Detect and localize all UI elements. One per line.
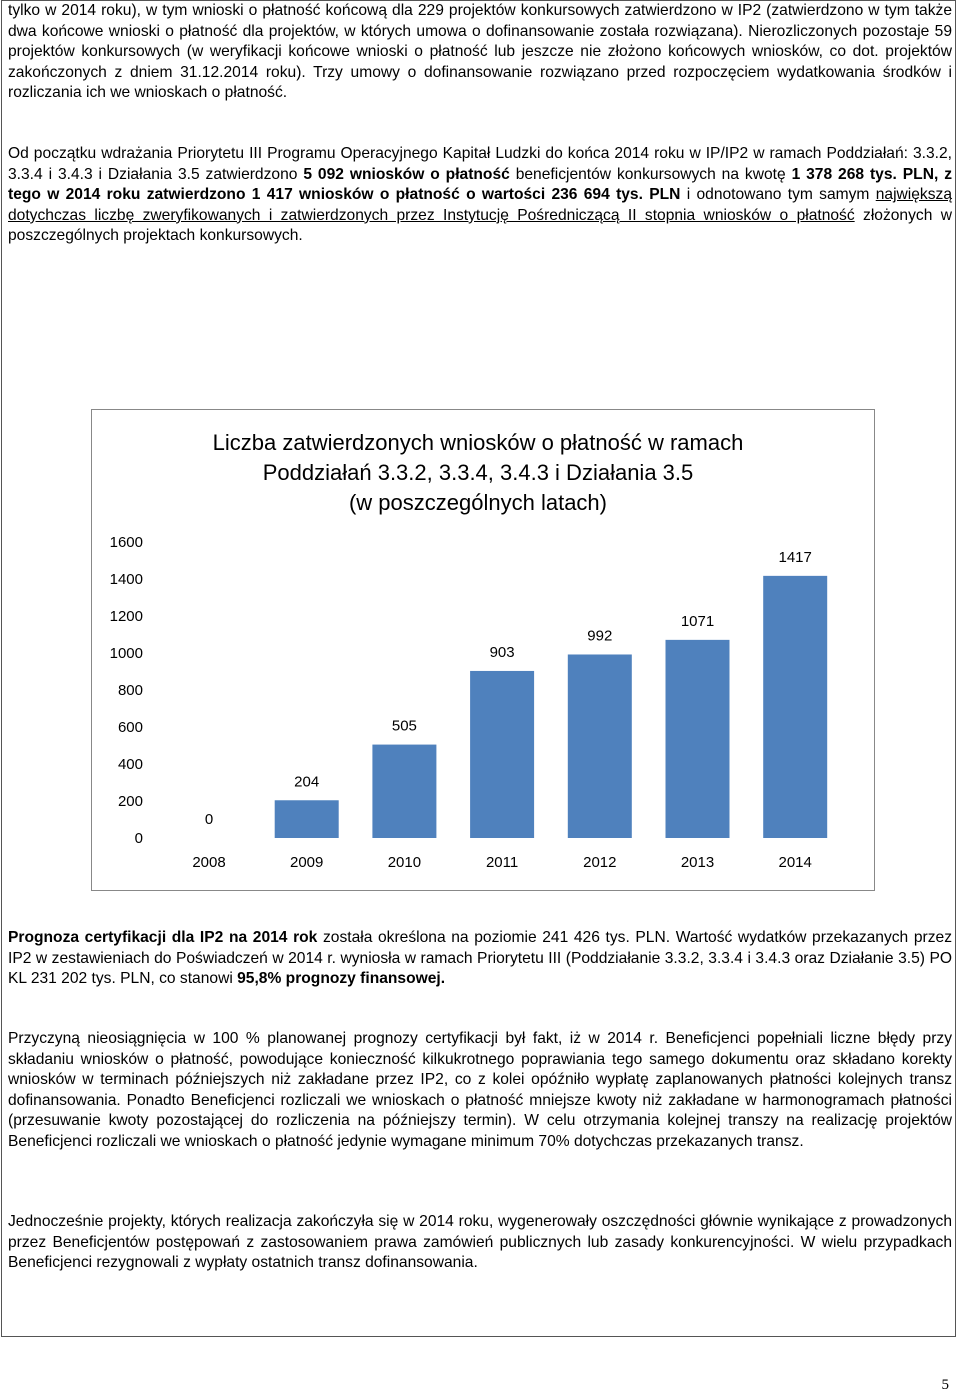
y-tick-label: 0 xyxy=(134,830,143,847)
paragraph-1 xyxy=(8,1,952,104)
bar xyxy=(568,654,632,838)
paragraph-3-text: została określona na poziomie 241 426 tys. PLN. Wartość wydatków przekazanych przez IP2 w zestawieniach do Poświadczeń w 2014 r. wyniosła w ramach Priorytetu III (Poddziałanie 3.3.2, 3.3.4 i 3.4.3 oraz Działanie 3.5) PO KL 231 202 tys. PLN, co stanowi xyxy=(8,929,952,988)
bar xyxy=(470,671,534,838)
x-tick-label: 2012 xyxy=(583,854,617,871)
paragraph-4 xyxy=(8,1029,952,1153)
paragraph-2-underlined: największą dotychczas liczbę zweryfikowanych i zatwierdzonych przez Instytucję Pośredniczącą II stopnia wniosków o płatność xyxy=(8,186,952,224)
x-tick-label: 2014 xyxy=(778,854,812,871)
paragraph-5-text: Jednocześnie projekty, których realizacja zakończyła się w 2014 roku, wygenerowały oszczędności głównie wynikające z prowadzonych przez Beneficjentów postępowań z zastosowaniem prawa zamówień publicznych lub zasady konkurencyjności. W wielu przypadkach Beneficjenci rezygnowali z wypłaty ostatnich transz dofinansowania. xyxy=(8,1213,952,1272)
x-tick-label: 2009 xyxy=(290,854,324,871)
data-label: 1417 xyxy=(778,548,812,566)
paragraph-1-text: tylko w 2014 roku), w tym wnioski o płatność końcową dla 229 projektów konkursowych zatwierdzono w IP2 (zatwierdzono w tym także dwa końcowe wnioski o płatność dla projektów, w których umowa o dofinansowanie została rozwiązana). Nierozliczonych pozostaje 59 projektów konkursowych (w weryfikacji końcowe wnioski o płatność lub jeszcze nie złożono końcowych wniosków, co dot. projektów zakończonych z dniem 31.12.2014 roku). Trzy umowy o dofinansowanie rozwiązano przed rozpoczęciem wydatkowania środków i rozliczania ich we wnioskach o płatność. xyxy=(8,2,952,102)
x-tick-label: 2011 xyxy=(485,854,519,871)
paragraph-3-bold-percent: 95,8% prognozy finansowej. xyxy=(237,970,446,988)
x-tick-label: 2010 xyxy=(387,854,422,871)
y-tick-label: 1600 xyxy=(109,534,143,551)
y-tick-label: 600 xyxy=(117,719,143,736)
paragraph-2-bold-2014: PLN, z tego w 2014 roku zatwierdzono 1 417 wniosków o płatność o wartości 236 694 tys. xyxy=(8,165,952,204)
bar xyxy=(275,800,339,838)
x-tick-label: 2013 xyxy=(680,854,715,871)
paragraph-2-bold-count: 5 092 wniosków o płatność xyxy=(303,165,510,183)
bar xyxy=(372,745,436,838)
chart-title-line-2: Poddziałań 3.3.2, 3.3.4, 3.4.3 i Działania 3.5 xyxy=(262,460,694,485)
paragraph-5 xyxy=(8,1212,952,1274)
bar xyxy=(763,576,827,838)
y-tick-label: 1200 xyxy=(109,608,143,625)
y-tick-label: 1400 xyxy=(109,571,143,588)
paragraph-2-text-i: złożonych w poszczególnych projektach konkursowych. xyxy=(8,206,952,245)
paragraph-2-bold-amount: 1 378 268 tys. xyxy=(791,165,897,183)
y-tick-label: 400 xyxy=(117,756,143,773)
y-tick-label: 200 xyxy=(117,793,143,810)
data-label: 505 xyxy=(391,717,417,735)
paragraph-3-bold-lead: Prognoza certyfikacji dla IP2 na 2014 rok xyxy=(8,929,318,946)
paragraph-3 xyxy=(8,928,952,990)
chart-title-line-1: Liczba zatwierdzonych wniosków o płatność w ramach xyxy=(212,430,744,455)
bar-chart xyxy=(91,409,875,891)
data-label: 992 xyxy=(587,627,613,645)
data-label: 0 xyxy=(204,811,214,828)
data-label: 903 xyxy=(489,643,515,661)
chart-title-line-3: (w poszczególnych latach) xyxy=(348,490,608,515)
y-tick-label: 1000 xyxy=(109,645,143,662)
paragraph-4-text: Przyczyną nieosiągnięcia w 100 % planowanej prognozy certyfikacji był fakt, iż w 2014 r. Beneficjenci popełniali liczne błędy przy składaniu wniosków o płatność, powodujące konieczność kilkukrotnego poprawiania tego samego dokumentu oraz składano korekty wniosków w terminach późniejszych niż zakładane przez IP2, co z kolei opóźniło wypłatę zaplanowanych płatności kolejnych transz dofinansowania. Ponadto Beneficjenci rozliczali we wnioskach o płatność mniejsze kwoty niż zakładane w harmonogramach płatności (przesuwanie kwoty pozostającej do rozliczenia na późniejszy termin). W celu otrzymania kolejnej transzy na realizację projektów Beneficjenci rozliczali we wnioskach o płatność jedynie wymagane minimum 70% dotychczas przekazanych transz. xyxy=(8,1030,952,1150)
paragraph-2-text-g: i odnotowano tym samym xyxy=(680,186,876,204)
paragraph-2-text-a: Od początku wdrażania Priorytetu III Programu Operacyjnego Kapitał Ludzki do końca 2014 roku w IP/IP2 w ramach Poddziałań: 3.3.2, 3.3.4 i 3.4.3 i Działania 3.5 zatwierdzono xyxy=(8,145,952,183)
x-tick-label: 2008 xyxy=(192,854,226,871)
y-tick-label: 800 xyxy=(117,682,143,699)
paragraph-2-text-c: beneficjentów konkursowych na kwotę xyxy=(509,165,792,183)
data-label: 1071 xyxy=(680,612,715,630)
data-label: 204 xyxy=(294,773,320,791)
bar-chart-svg xyxy=(92,410,874,890)
bar xyxy=(666,640,730,838)
page-number: 5 xyxy=(941,1377,949,1393)
paragraph-2 xyxy=(8,144,952,247)
paragraph-2-bold-pln: PLN xyxy=(642,186,681,204)
